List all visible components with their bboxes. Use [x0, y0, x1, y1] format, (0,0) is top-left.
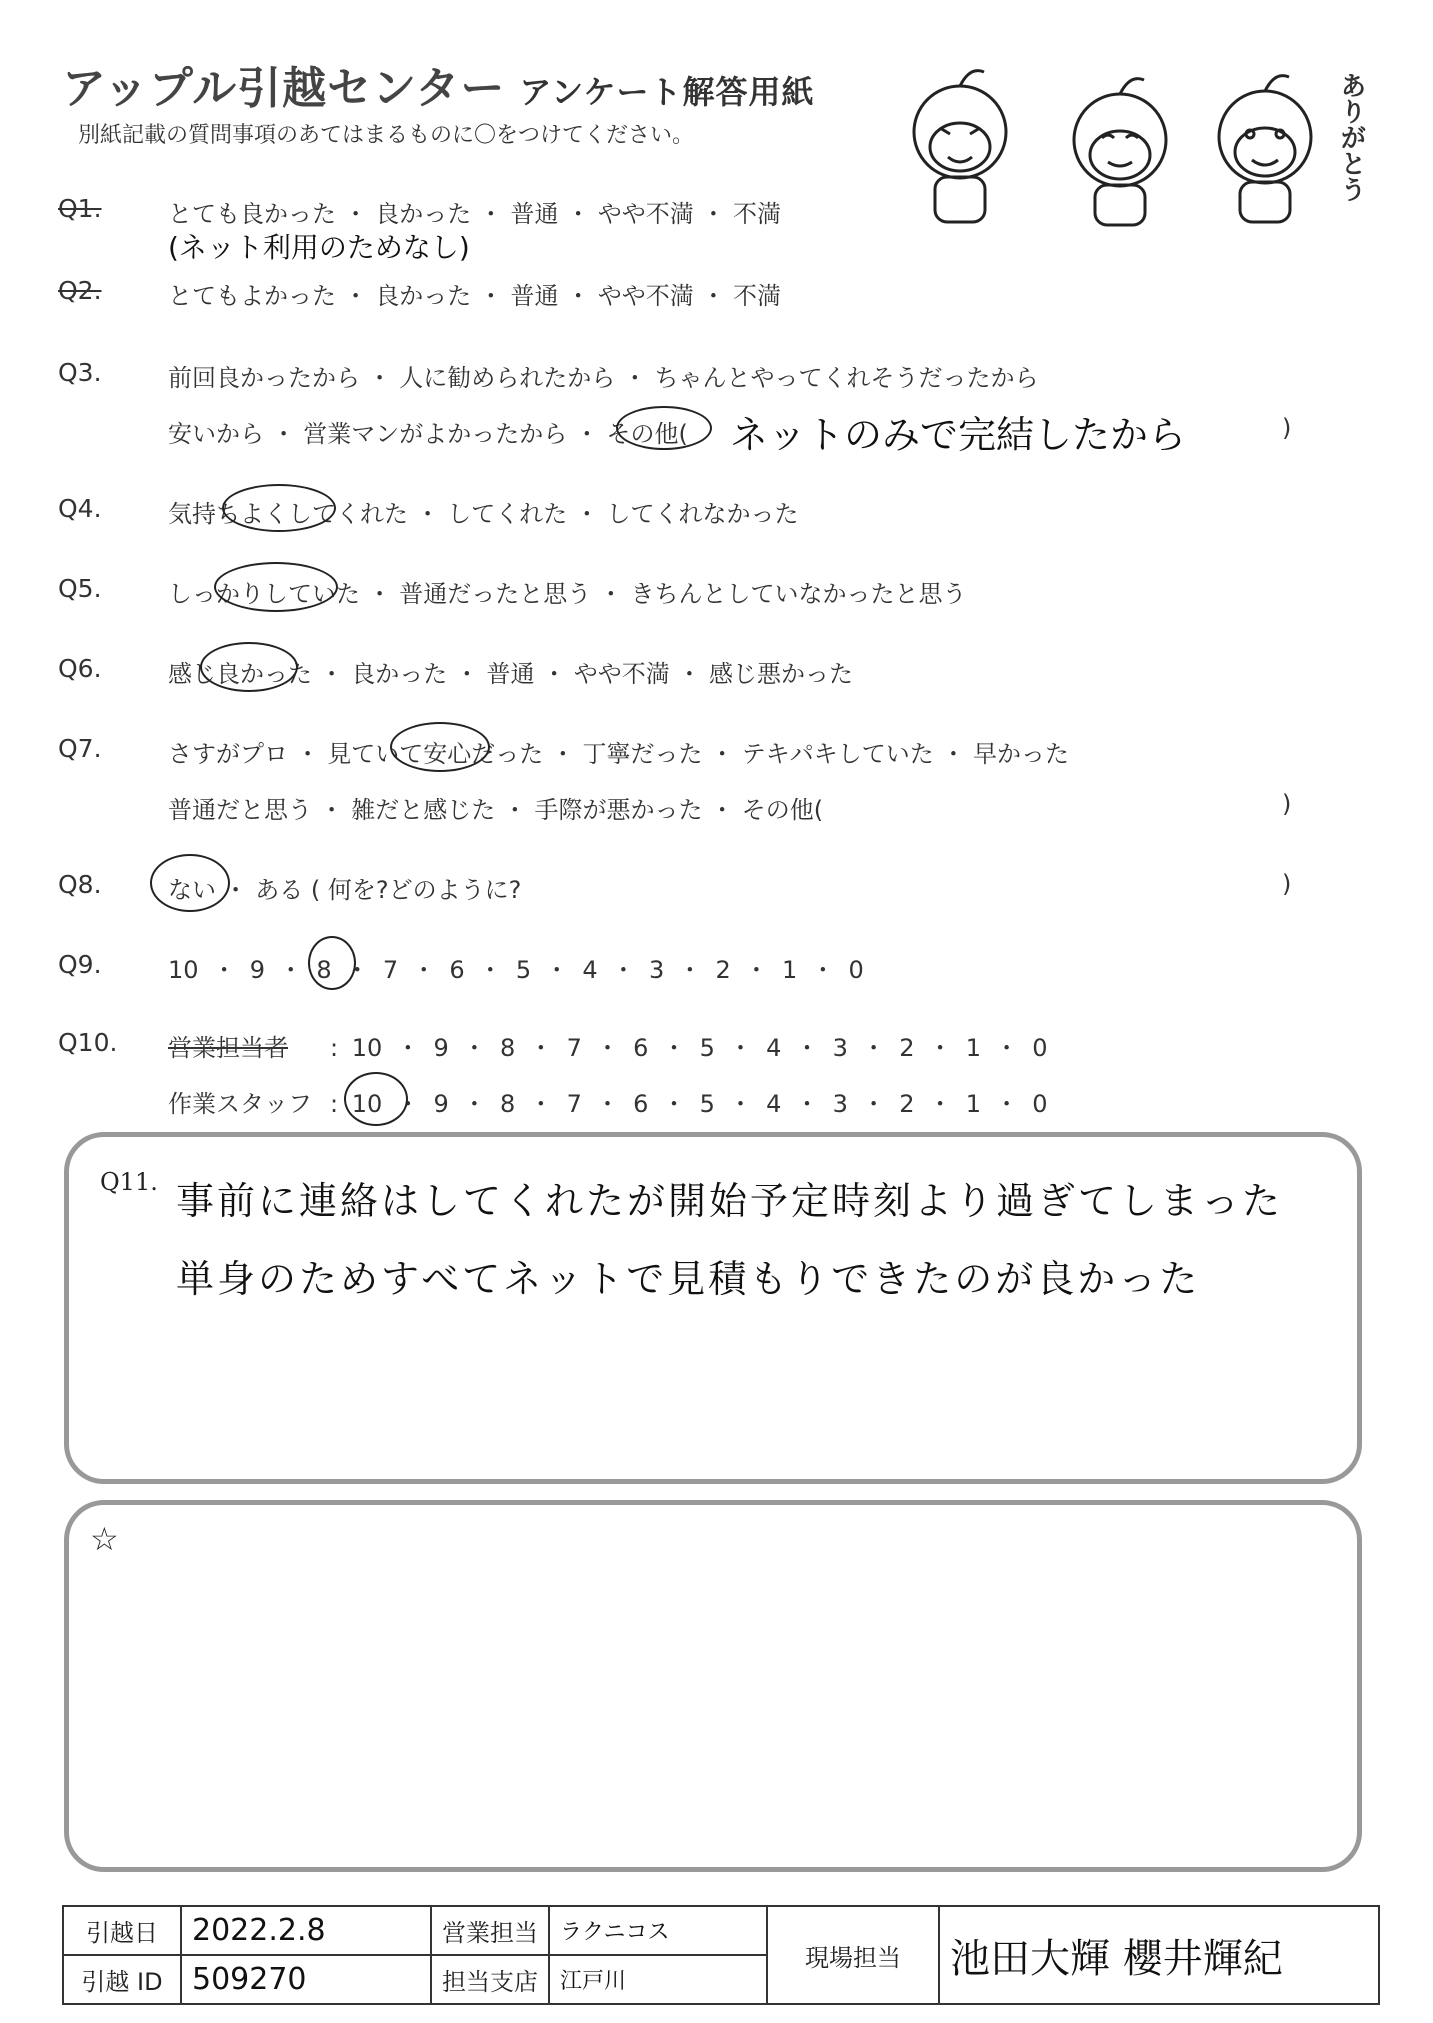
move-date-value: 2022.2.8	[181, 1906, 431, 1955]
q6-options: 感じ良かった ・ 良かった ・ 普通 ・ やや不満 ・ 感じ悪かった	[168, 660, 854, 688]
q7-options-line1: さすがプロ ・ 見ていて安心だった ・ 丁寧だった ・ テキパキしていた ・ 早かった	[168, 740, 1070, 768]
q5-options: しっかりしていた ・ 普通だったと思う ・ きちんとしていなかったと思う	[168, 580, 967, 608]
q10-label: Q10.	[58, 1028, 118, 1057]
q6-label: Q6.	[58, 654, 102, 683]
q11-comment-line2: 単身のためすべてネットで見積もりできたのが良かった	[176, 1257, 1201, 1301]
branch-value: 江戸川	[549, 1955, 767, 2004]
q1-options: とても良かった ・ 良かった ・ 普通 ・ やや不満 ・ 不満	[168, 200, 782, 228]
q10-staff-label: 作業スタッフ	[168, 1090, 312, 1118]
q7-circle-mark	[390, 722, 490, 772]
q7-close: )	[1282, 790, 1292, 818]
site-value: 池田大輝 櫻井輝紀	[939, 1906, 1379, 2004]
move-id-label: 引越 ID	[63, 1955, 181, 2004]
branch-label: 担当支店	[431, 1955, 549, 2004]
site-label: 現場担当	[767, 1906, 939, 2004]
move-date-label: 引越日	[63, 1906, 181, 1955]
q5-label: Q5.	[58, 574, 102, 603]
q7-label: Q7.	[58, 734, 102, 763]
q9-label: Q9.	[58, 950, 102, 979]
star-icon: ☆	[90, 1520, 119, 1558]
q8-circle-mark	[150, 854, 230, 912]
footer-table	[62, 1905, 1380, 2005]
q3-options-line1: 前回良かったから ・ 人に勧められたから ・ ちゃんとやってくれそうだったから	[168, 364, 1039, 392]
instruction-text: 別紙記載の質問事項のあてはまるものに〇をつけてください。	[78, 123, 695, 148]
q1-label: Q1.	[58, 194, 102, 223]
q8-close: )	[1282, 870, 1292, 898]
q8-options: ない ・ ある ( 何を?どのように?	[168, 876, 522, 904]
q4-label: Q4.	[58, 494, 102, 523]
q9-scale: 10 ・ 9 ・ 8 ・ 7 ・ 6 ・ 5 ・ 4 ・ 3 ・ 2 ・ 1 ・ 0	[168, 956, 864, 984]
sales-label: 営業担当	[431, 1906, 549, 1955]
q3-close: )	[1282, 414, 1292, 442]
sales-value: ラクニコス	[549, 1906, 767, 1955]
form-subtitle: アンケート解答用紙	[519, 73, 815, 111]
q10-staff-circle-mark	[344, 1072, 408, 1126]
q3-answer: ネットのみで完結したから	[730, 413, 1187, 457]
q4-options: 気持ちよくしてくれた ・ してくれた ・ してくれなかった	[168, 500, 799, 528]
q6-circle-mark	[200, 642, 298, 692]
q7-options-line2: 普通だと思う ・ 雑だと感じた ・ 手際が悪かった ・ その他(	[168, 796, 824, 824]
q3-label: Q3.	[58, 358, 102, 387]
q5-circle-mark	[214, 562, 338, 612]
q4-circle-mark	[222, 484, 336, 532]
q8-label: Q8.	[58, 870, 102, 899]
company-name: アップル引越センター	[62, 63, 506, 114]
star-comment-box	[64, 1500, 1362, 1872]
move-id-value: 509270	[181, 1955, 431, 2004]
q10-sales-label: 営業担当者	[168, 1034, 288, 1062]
q2-label: Q2.	[58, 276, 102, 305]
q2-options: とてもよかった ・ 良かった ・ 普通 ・ やや不満 ・ 不満	[168, 282, 782, 310]
page-title	[62, 52, 815, 116]
q11-label: Q11.	[100, 1168, 158, 1196]
q11-comment-line1: 事前に連絡はしてくれたが開始予定時刻より過ぎてしまった	[176, 1179, 1284, 1223]
q9-circle-mark	[308, 936, 356, 990]
q3-circle-mark	[616, 406, 712, 450]
mascot-caption: ありがとう	[1336, 72, 1366, 202]
q10-sales-scale: : 10 ・ 9 ・ 8 ・ 7 ・ 6 ・ 5 ・ 4 ・ 3 ・ 2 ・ 1 ・ 0	[330, 1034, 1048, 1062]
q3-options-line2: 安いから ・ 営業マンがよかったから ・ その他(	[168, 420, 688, 448]
q10-staff-scale: : 10 ・ 9 ・ 8 ・ 7 ・ 6 ・ 5 ・ 4 ・ 3 ・ 2 ・ 1 ・ 0	[330, 1090, 1048, 1118]
monkey-mascot-icon	[890, 62, 1360, 232]
q1-note: (ネット利用のためなし)	[168, 231, 470, 264]
